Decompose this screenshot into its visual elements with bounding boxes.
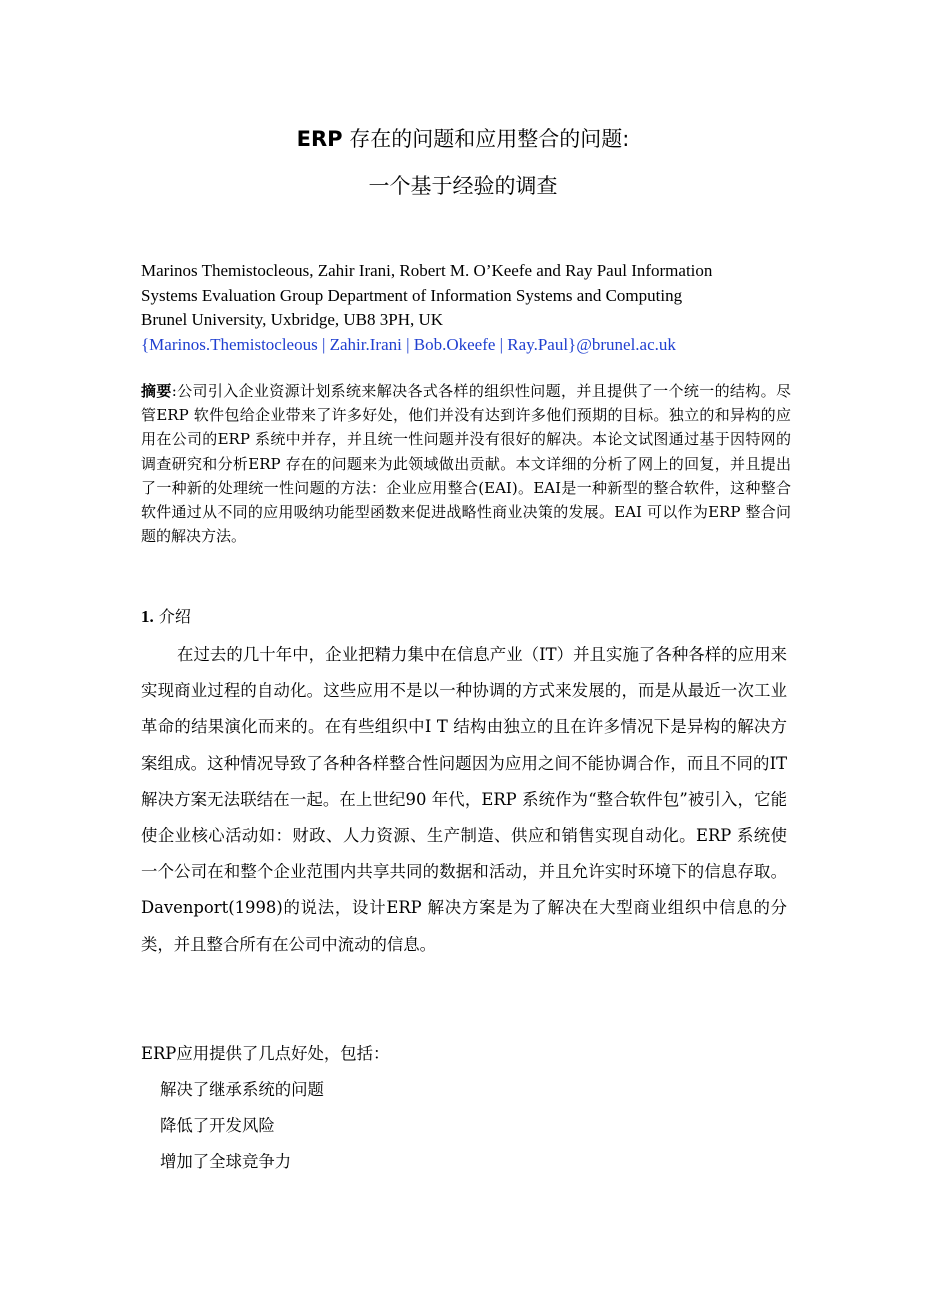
section-title: 介绍 xyxy=(153,607,191,626)
title-erp: ERP xyxy=(296,127,343,151)
benefits-list xyxy=(160,1076,324,1184)
list-item: 解决了继承系统的问题 xyxy=(160,1080,324,1099)
title-line-1-text: 存在的问题和应用整合的问题: xyxy=(342,127,630,151)
section-heading-introduction xyxy=(141,605,191,629)
author-emails: {Marinos.Themistocleous | Zahir.Irani | Bob.Okeefe | Ray.Paul}@brunel.ac.uk xyxy=(141,334,676,354)
abstract-label: 摘要 xyxy=(141,382,172,400)
list-item: 降低了开发风险 xyxy=(160,1116,275,1135)
paper-title-line-1 xyxy=(0,125,926,153)
abstract xyxy=(141,379,791,548)
paper-title-line-2: 一个基于经验的调查 xyxy=(368,174,558,198)
list-item: 增加了全球竞争力 xyxy=(160,1152,292,1171)
benefits-lead: ERP应用提供了几点好处，包括： xyxy=(141,1044,390,1063)
section-number: 1. xyxy=(141,607,154,626)
author-line-2: Systems Evaluation Group Department of Information Systems and Computing xyxy=(141,285,683,305)
author-block xyxy=(141,259,801,357)
author-line-3: Brunel University, Uxbridge, UB8 3PH, UK xyxy=(141,310,444,329)
introduction-paragraph: 在过去的几十年中，企业把精力集中在信息产业（IT）并且实施了各种各样的应用来实现商业过程的自动化。这些应用不是以一种协调的方式来发展的，而是从最近一次工业革命的结果演化而来的。在有些组织中I T 结构由独立的且在许多情况下是异构的解决方案组成。这种情况导致了各种各样整合性问题因为应用之间不能协调合作，而且不同的IT 解决方案无法联结在一起。在上世纪90 年代，ERP 系统作为“整合软件包”被引入，它能使企业核心活动如：财政、人力资源、生产制造、供应和销售实现自动化。ERP 系统使一个公司在和整个企业范围内共享共同的数据和活动，并且允许实时环境下的信息存取。Davenport(1998)的说法，设计ERP 解决方案是为了解决在大型商业组织中信息的分类，并且整合所有在公司中流动的信息。 xyxy=(141,645,787,954)
abstract-text: :公司引入企业资源计划系统来解决各式各样的组织性问题，并且提供了一个统一的结构。尽管ERP 软件包给企业带来了许多好处，他们并没有达到许多他们预期的目标。独立的和异构的应用在公司的ERP 系统中并存，并且统一性问题并没有很好的解决。本论文试图通过基于因特网的调查研究和分析ERP 存在的问题来为此领域做出贡献。本文详细的分析了网上的回复，并且提出了一种新的处理统一性问题的方法：企业应用整合(EAI)。EAI是一种新型的整合软件，这种整合软件通过从不同的应用吸纳功能型函数来促进战略性商业决策的发展。EAI 可以作为ERP 整合问题的解决方法。 xyxy=(141,382,791,546)
author-line-1: Marinos Themistocleous, Zahir Irani, Robert M. O’Keefe and Ray Paul Information xyxy=(141,261,713,280)
